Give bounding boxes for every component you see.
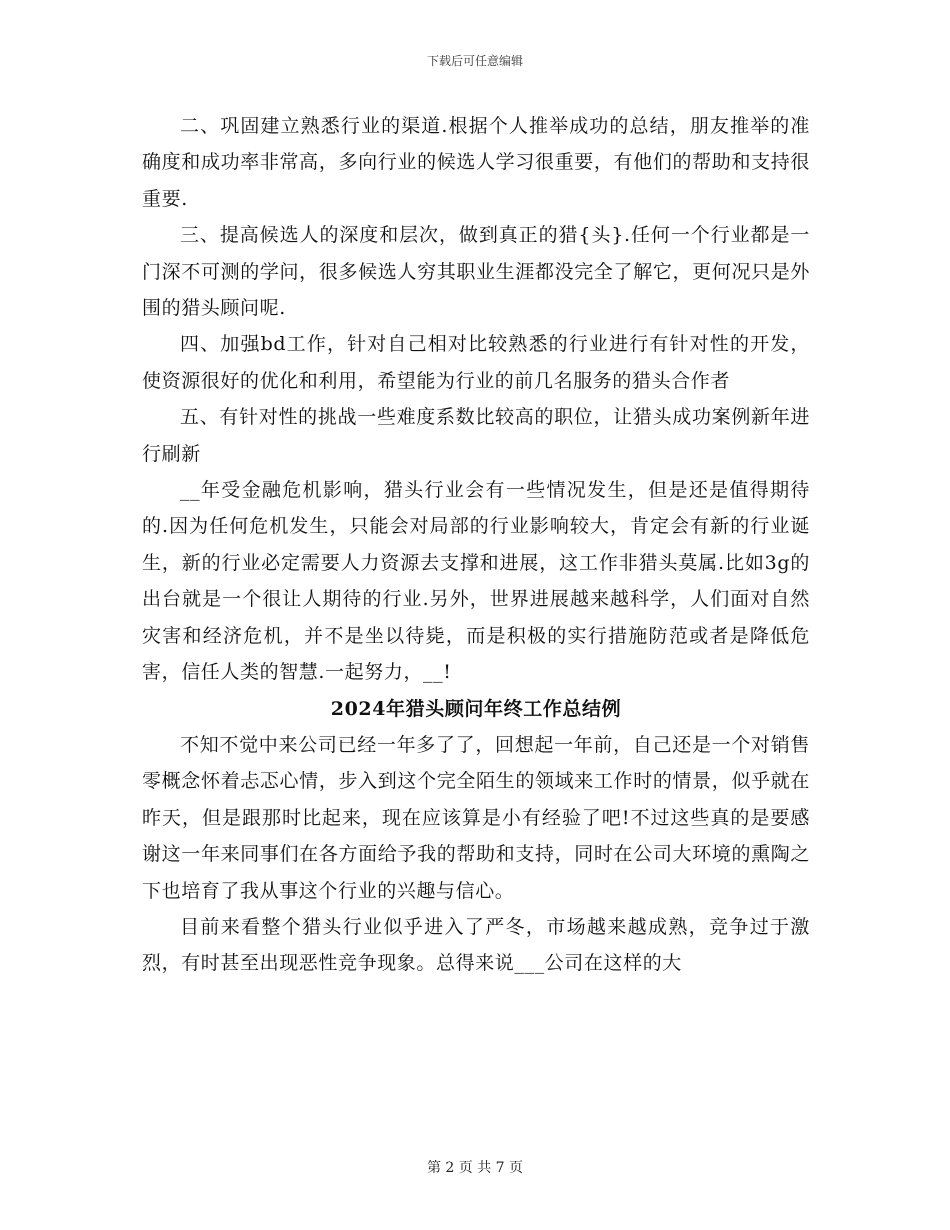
page-header: 下载后可任意编辑 [426, 54, 523, 68]
paragraph-outlook: __年受金融危机影响，猎头行业会有一些情况发生，但是还是值得期待的.因为任何危机发生，只能会对局部的行业影响较大，肯定会有新的行业诞生，新的行业必定需要人力资源去支撑和进展，这工作非猎头莫属.比如3g的出台就是一个很让人期待的行业.另外，世界进展越来越科学，人们面对自然灾害和经济危机，并不是坐以待毙，而是积极的实行措施防范或者是降低危害，信任人类的智慧.一起努力，__! [142, 479, 810, 684]
document-body [142, 108, 810, 982]
paragraph-candidate-depth: 三、提高候选人的深度和层次，做到真正的猎{头}.任何一个行业都是一门深不可测的学问，很多候选人穷其职业生涯都没完全了解它，更何况只是外围的猎头顾问呢. [142, 224, 810, 320]
page-number-footer: 第 2 页 共 7 页 [426, 1160, 524, 1176]
paragraph-intro: 不知不觉中来公司已经一年多了了，回想起一年前，自己还是一个对销售零概念怀着忐忑心情，步入到这个完全陌生的领域来工作时的情景，似乎就在昨天，但是跟那时比起来，现在应该算是小有经验了吧!不过这些真的是要感谢这一年来同事们在各方面给予我的帮助和支持，同时在公司大环境的熏陶之下也培育了我从事这个行业的兴趣与信心。 [142, 733, 810, 902]
paragraph-challenge-positions: 五、有针对性的挑战一些难度系数比较高的职位，让猎头成功案例新年进行刷新 [142, 406, 810, 465]
paragraph-industry-status: 目前来看整个猎头行业似乎进入了严冬，市场越来越成熟，竞争过于激烈，有时甚至出现恶性竞争现象。总得来说___公司在这样的大 [142, 915, 810, 975]
paragraph-consolidate-channels: 二、巩固建立熟悉行业的渠道.根据个人推举成功的总结，朋友推举的准确度和成功率非常高，多向行业的候选人学习很重要，有他们的帮助和支持很重要. [142, 115, 810, 210]
section-title: 2024年猎头顾问年终工作总结例 [330, 697, 622, 720]
paragraph-bd-work: 四、加强bd工作，针对自己相对比较熟悉的行业进行有针对性的开发，使资源很好的优化和利用，希望能为行业的前几名服务的猎头合作者 [142, 333, 810, 392]
